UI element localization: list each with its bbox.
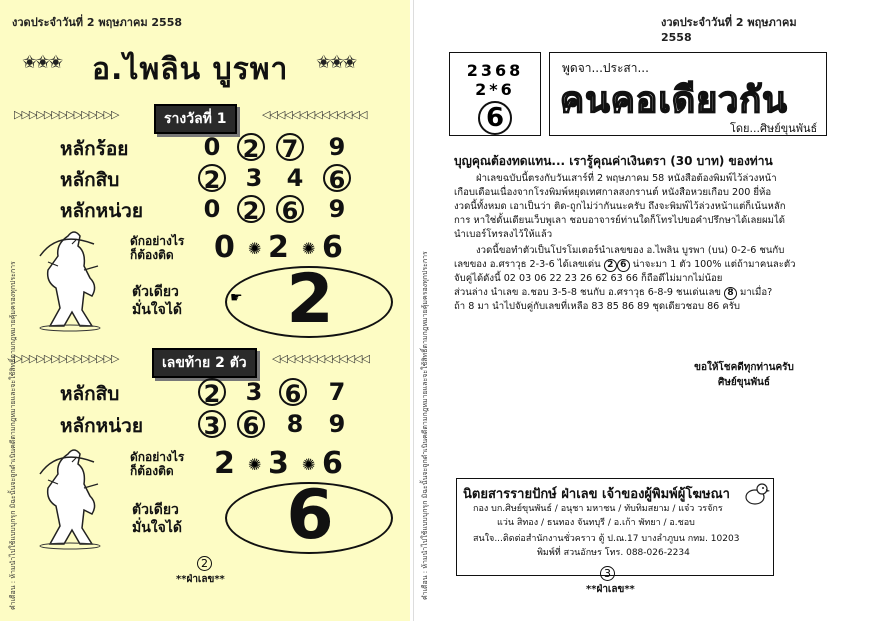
digit: 0 [203,133,221,161]
must-label-1: ดักอย่างไร [130,234,185,248]
circled-number: 8 [724,287,737,300]
digit: 0 [203,195,221,223]
text-line: นำเบอร์โทรลงไว้ให้แล้ว [454,229,553,240]
publisher-line: สนใจ...ติดต่อสำนักงานชั่วคราว ตู้ ป.ณ.17 บางลำภูบน กทม. 10203 [473,534,740,544]
page-number: 3 [600,566,615,581]
digit-circled: 2 [237,195,265,223]
lucky-number-box [449,52,541,136]
lucky-number-line1: 2368 [466,61,524,80]
side-warning-text: คำเตือน : ห้ามนำไปใช้แบบบุกรุก มิฉะนั้นจะถูกดำเนินคดีตามกฎหมายและจะใช้สิทธิ์ตามกฎหมายคุ้มครองทุกประการ [421,251,429,600]
circled-number: 6 [617,259,630,272]
text-span: มาเมื่อ? [740,287,773,298]
column-author: โดย...ศิษย์ขุนพันธ์ [730,122,818,135]
column-title: คนคอเดียวกัน [560,80,788,121]
digit: 9 [328,133,346,161]
left-page [0,0,410,621]
warrior-figure-icon [28,226,108,332]
zigzag-divider: ▷▷▷▷▷▷▷▷▷▷▷▷▷▷ [14,352,119,365]
digit-circled: 6 [276,195,304,223]
section1-banner: รางวัลที่ 1 [154,104,237,134]
digit-circled: 2 [237,133,265,161]
publisher-line: แว่น สิทอง / ธนทอง จันทบุรี / อ.เก้า พัทยา / อ.ชอบ [497,518,695,528]
right-star-ornament: ✬✬✬ [316,52,356,73]
column-title-box [549,52,827,136]
publisher-title: นิตยสารรายปักษ์ ฝ่าเลข เจ้าของผู้พิมพ์ผู้โฆษณา [463,487,730,502]
sun-dot-icon: ✺ [302,239,316,258]
digit-circled: 6 [237,410,265,438]
must-label-1: ดักอย่างไร [130,450,185,464]
row-label: หลักสิบ [60,169,120,191]
text-line [454,258,824,272]
text-span: ส่วนล่าง นำเลข อ.ชอบ 3-5-8 ชนกับ อ.ศราวุธ 6-8-9 ชนเด่นเลข [454,287,721,298]
closing-block [674,360,814,390]
zigzag-divider: ◁◁◁◁◁◁◁◁◁◁◁◁◁ [272,352,369,365]
circled-number: 2 [604,259,617,272]
lone-label-2: มั่นใจได้ [132,302,182,318]
digit: 9 [328,195,346,223]
lone-number: 2 [286,260,334,339]
closing-line: ขอให้โชคดีทุกท่านครับ [694,362,794,373]
text-line: จับคู่ได้ดังนี้ 02 03 06 22 23 26 62 63 66 ก็ถือดีไม่มากไม่น้อย [454,273,723,284]
left-date: งวดประจำวันที่ 2 พฤษภาคม 2558 [12,16,183,29]
lone-number: 6 [286,476,334,555]
digit: 3 [245,378,263,406]
pointing-hand-icon: ☛ [230,290,243,306]
left-star-ornament: ✬✬✬ [22,52,62,73]
lone-label-1: ตัวเดียว [132,284,179,300]
must-label-2: ก็ต้องติด [130,248,174,262]
bird-mascot-icon [743,481,771,507]
text-line: งวดนี้ทั้งหมด เอาเป็นว่า ติด-ถูกไม่ว่ากันนะครับ ถึงจะพิมพ์ไว้ล่วงหน้าแต่ก็เน้นหลัก [454,201,786,212]
must-number: 6 [322,230,345,265]
page-number: 2 [197,556,212,571]
text-line: การ หาใช่ดั้นเดียนเว็บพูเลา ชอบอาจารย์ท่านใดก็โทรไปขอคำปรึกษาได้เลยผมได้ [454,215,786,226]
digit-circled: 6 [279,378,307,406]
text-span: น่าจะมา 1 ตัว 100% แต่ถ้ามาคนละตัว [632,259,796,270]
digit-circled: 7 [276,133,304,161]
left-title: อ.ไพลิน บูรพา [92,52,289,87]
article-paragraph-1 [454,172,824,242]
publisher-line: พิมพ์ที่ สวนอักษร โทร. 088-026-2234 [537,548,690,558]
row-label: หลักร้อย [60,138,129,160]
digit: 4 [286,164,304,192]
article-paragraph-2 [454,244,824,314]
must-number: 2 [268,230,291,265]
zigzag-divider: ◁◁◁◁◁◁◁◁◁◁◁◁◁◁ [262,108,367,121]
text-line: ถ้า 8 มา นำไปจับคู่กับเลขที่เหลือ 83 85 86 89 ชุดเดียวชอบ 86 ครับ [454,301,740,312]
lone-label-2: มั่นใจได้ [132,520,182,536]
lucky-big-number: 6 [478,101,512,135]
row-label: หลักหน่วย [60,200,143,222]
lone-label-1: ตัวเดียว [132,502,179,518]
digit-circled: 2 [198,164,226,192]
article-subtitle: บุญคุณต้องทดแทน... เรารู้คุณค่าเงินตรา (30 บาท) ของท่าน [454,154,773,168]
footer-brand: **ฝ่าเลข** [586,584,635,595]
digit-circled: 2 [198,378,226,406]
text-line: งวดนี้ขอทำตัวเป็นโปรโมเตอร์นำเลขของ อ.ไพลิน บูรพา (บน) 0-2-6 ชนกับ [476,245,785,256]
digit: 9 [328,410,346,438]
sun-dot-icon: ✺ [248,455,262,474]
zigzag-divider: ▷▷▷▷▷▷▷▷▷▷▷▷▷▷ [14,108,119,121]
digit-circled: 3 [198,410,226,438]
digit: 7 [328,378,346,406]
text-span: เลขของ อ.ศราวุธ 2-3-6 ได้เลขเด่น [454,259,601,270]
digit-circled: 6 [323,164,351,192]
scan-margin [833,0,878,621]
must-label-2: ก็ต้องติด [130,464,174,478]
sun-dot-icon: ✺ [248,239,262,258]
warrior-figure-icon [28,444,108,550]
lucky-number-line2: 2*6 [475,80,515,99]
must-number: 2 [214,446,237,481]
text-line: ฝ่าเลขฉบับนี้ตรงกับวันเสาร์ที่ 2 พฤษภาคม 58 หนังสือต้องพิมพ์ไว้ล่วงหน้า [476,173,777,184]
side-warning-text: คำเตือน : ห้ามนำไปใช้แบบบุกรุก มิฉะนั้นจะถูกดำเนินคดีตามกฎหมายและจะใช้สิทธิ์ตามกฎหมายคุ้มครองทุกประการ [9,261,17,610]
publisher-box [456,478,774,576]
must-number: 6 [322,446,345,481]
section2-banner: เลขท้าย 2 ตัว [152,348,257,378]
must-number: 3 [268,446,291,481]
closing-signature: ศิษย์ขุนพันธ์ [717,377,770,388]
text-line [454,286,824,300]
text-line: เกือบเดือนเนื่องจากโรงพิมพ์หยุดเทศกาลสงกรานต์ หนังสือหวยเกือบ 200 ยี่ห้อ [454,187,772,198]
digit: 3 [245,164,263,192]
digit: 8 [286,410,304,438]
column-tagline: พูดจา...ประสา... [562,61,649,75]
row-label: หลักหน่วย [60,415,143,437]
footer-brand: **ฝ่าเลข** [176,574,225,585]
sun-dot-icon: ✺ [302,455,316,474]
row-label: หลักสิบ [60,383,120,405]
right-date: งวดประจำวันที่ 2 พฤษภาคม 2558 [661,16,797,44]
right-page [413,0,831,621]
must-number: 0 [214,230,237,265]
publisher-line: กอง บก.ศิษย์ขุนพันธ์ / อนุชา มหาชน / ทับทิมสยาม / แจ๋ว วรจักร [473,504,723,514]
